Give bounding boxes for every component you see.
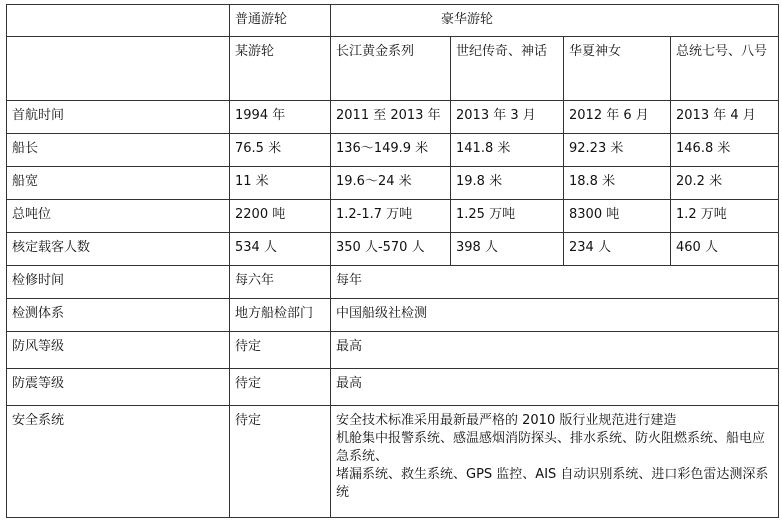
cell-value: 141.8 米 bbox=[451, 134, 564, 167]
cell-value: 398 人 bbox=[451, 233, 564, 266]
cell-value: 92.23 米 bbox=[564, 134, 671, 167]
table-row bbox=[7, 299, 779, 332]
table-row-safety bbox=[7, 406, 779, 518]
cell-value: 1.2-1.7 万吨 bbox=[331, 200, 451, 233]
cell-value: 2012 年 6 月 bbox=[564, 101, 671, 134]
cell-value: 最高 bbox=[331, 332, 779, 369]
safety-line: 机舱集中报警系统、感温感烟消防探头、排水系统、防火阻燃系统、船电应急系统、 bbox=[336, 431, 766, 464]
header-row-2 bbox=[7, 37, 779, 101]
cell-value: 每六年 bbox=[230, 266, 331, 299]
table-row bbox=[7, 101, 779, 134]
cell-value: 每年 bbox=[331, 266, 779, 299]
cell-value: 18.8 米 bbox=[564, 167, 671, 200]
table-row bbox=[7, 233, 779, 266]
row-label: 防风等级 bbox=[7, 332, 230, 369]
table-row bbox=[7, 200, 779, 233]
cell-value: 2200 吨 bbox=[230, 200, 331, 233]
cell-value: 534 人 bbox=[230, 233, 331, 266]
cell-value: 2013 年 4 月 bbox=[671, 101, 779, 134]
cell-value: 2013 年 3 月 bbox=[451, 101, 564, 134]
cell-value: 待定 bbox=[230, 369, 331, 406]
header-row-1 bbox=[7, 5, 779, 37]
header-luxury: 豪华游轮 bbox=[331, 5, 779, 37]
row-label: 检修时间 bbox=[7, 266, 230, 299]
cell-value: 76.5 米 bbox=[230, 134, 331, 167]
cell-value: 19.8 米 bbox=[451, 167, 564, 200]
row-label: 船宽 bbox=[7, 167, 230, 200]
cell-value: 地方船检部门 bbox=[230, 299, 331, 332]
header-regular: 普通游轮 bbox=[230, 5, 331, 37]
table-row bbox=[7, 266, 779, 299]
table-row bbox=[7, 134, 779, 167]
row-label: 核定载客人数 bbox=[7, 233, 230, 266]
table-row bbox=[7, 332, 779, 369]
row-label: 首航时间 bbox=[7, 101, 230, 134]
cell-value: 1994 年 bbox=[230, 101, 331, 134]
cell-value: 8300 吨 bbox=[564, 200, 671, 233]
cell-value: 1.25 万吨 bbox=[451, 200, 564, 233]
row-label: 总吨位 bbox=[7, 200, 230, 233]
ship-name: 世纪传奇、神话 bbox=[451, 37, 564, 101]
corner-cell bbox=[7, 5, 230, 37]
row-label: 安全系统 bbox=[7, 406, 230, 518]
row-label: 检测体系 bbox=[7, 299, 230, 332]
cell-value: 1.2 万吨 bbox=[671, 200, 779, 233]
ship-name: 总统七号、八号 bbox=[671, 37, 779, 101]
row-label: 防震等级 bbox=[7, 369, 230, 406]
cell-value: 460 人 bbox=[671, 233, 779, 266]
cell-value: 2011 至 2013 年 bbox=[331, 101, 451, 134]
cell-value: 19.6～24 米 bbox=[331, 167, 451, 200]
cell-value: 中国船级社检测 bbox=[331, 299, 779, 332]
cell-value: 146.8 米 bbox=[671, 134, 779, 167]
cell-value: 11 米 bbox=[230, 167, 331, 200]
cell-value: 350 人-570 人 bbox=[331, 233, 451, 266]
safety-line: 堵漏系统、救生系统、GPS 监控、AIS 自动识别系统、进口彩色雷达测深系统 bbox=[336, 467, 769, 500]
ship-name: 某游轮 bbox=[230, 37, 331, 101]
ship-name: 长江黄金系列 bbox=[331, 37, 451, 101]
cell-value: 234 人 bbox=[564, 233, 671, 266]
table-row bbox=[7, 167, 779, 200]
ship-name: 华夏神女 bbox=[564, 37, 671, 101]
cell-value: 最高 bbox=[331, 369, 779, 406]
safety-description bbox=[331, 406, 779, 518]
comparison-table bbox=[6, 4, 779, 518]
corner-cell-2 bbox=[7, 37, 230, 101]
table-row bbox=[7, 369, 779, 406]
cell-value: 待定 bbox=[230, 406, 331, 518]
cell-value: 待定 bbox=[230, 332, 331, 369]
cell-value: 20.2 米 bbox=[671, 167, 779, 200]
safety-line: 安全技术标准采用最新最严格的 2010 版行业规范进行建造 bbox=[336, 413, 677, 428]
row-label: 船长 bbox=[7, 134, 230, 167]
cell-value: 136～149.9 米 bbox=[331, 134, 451, 167]
